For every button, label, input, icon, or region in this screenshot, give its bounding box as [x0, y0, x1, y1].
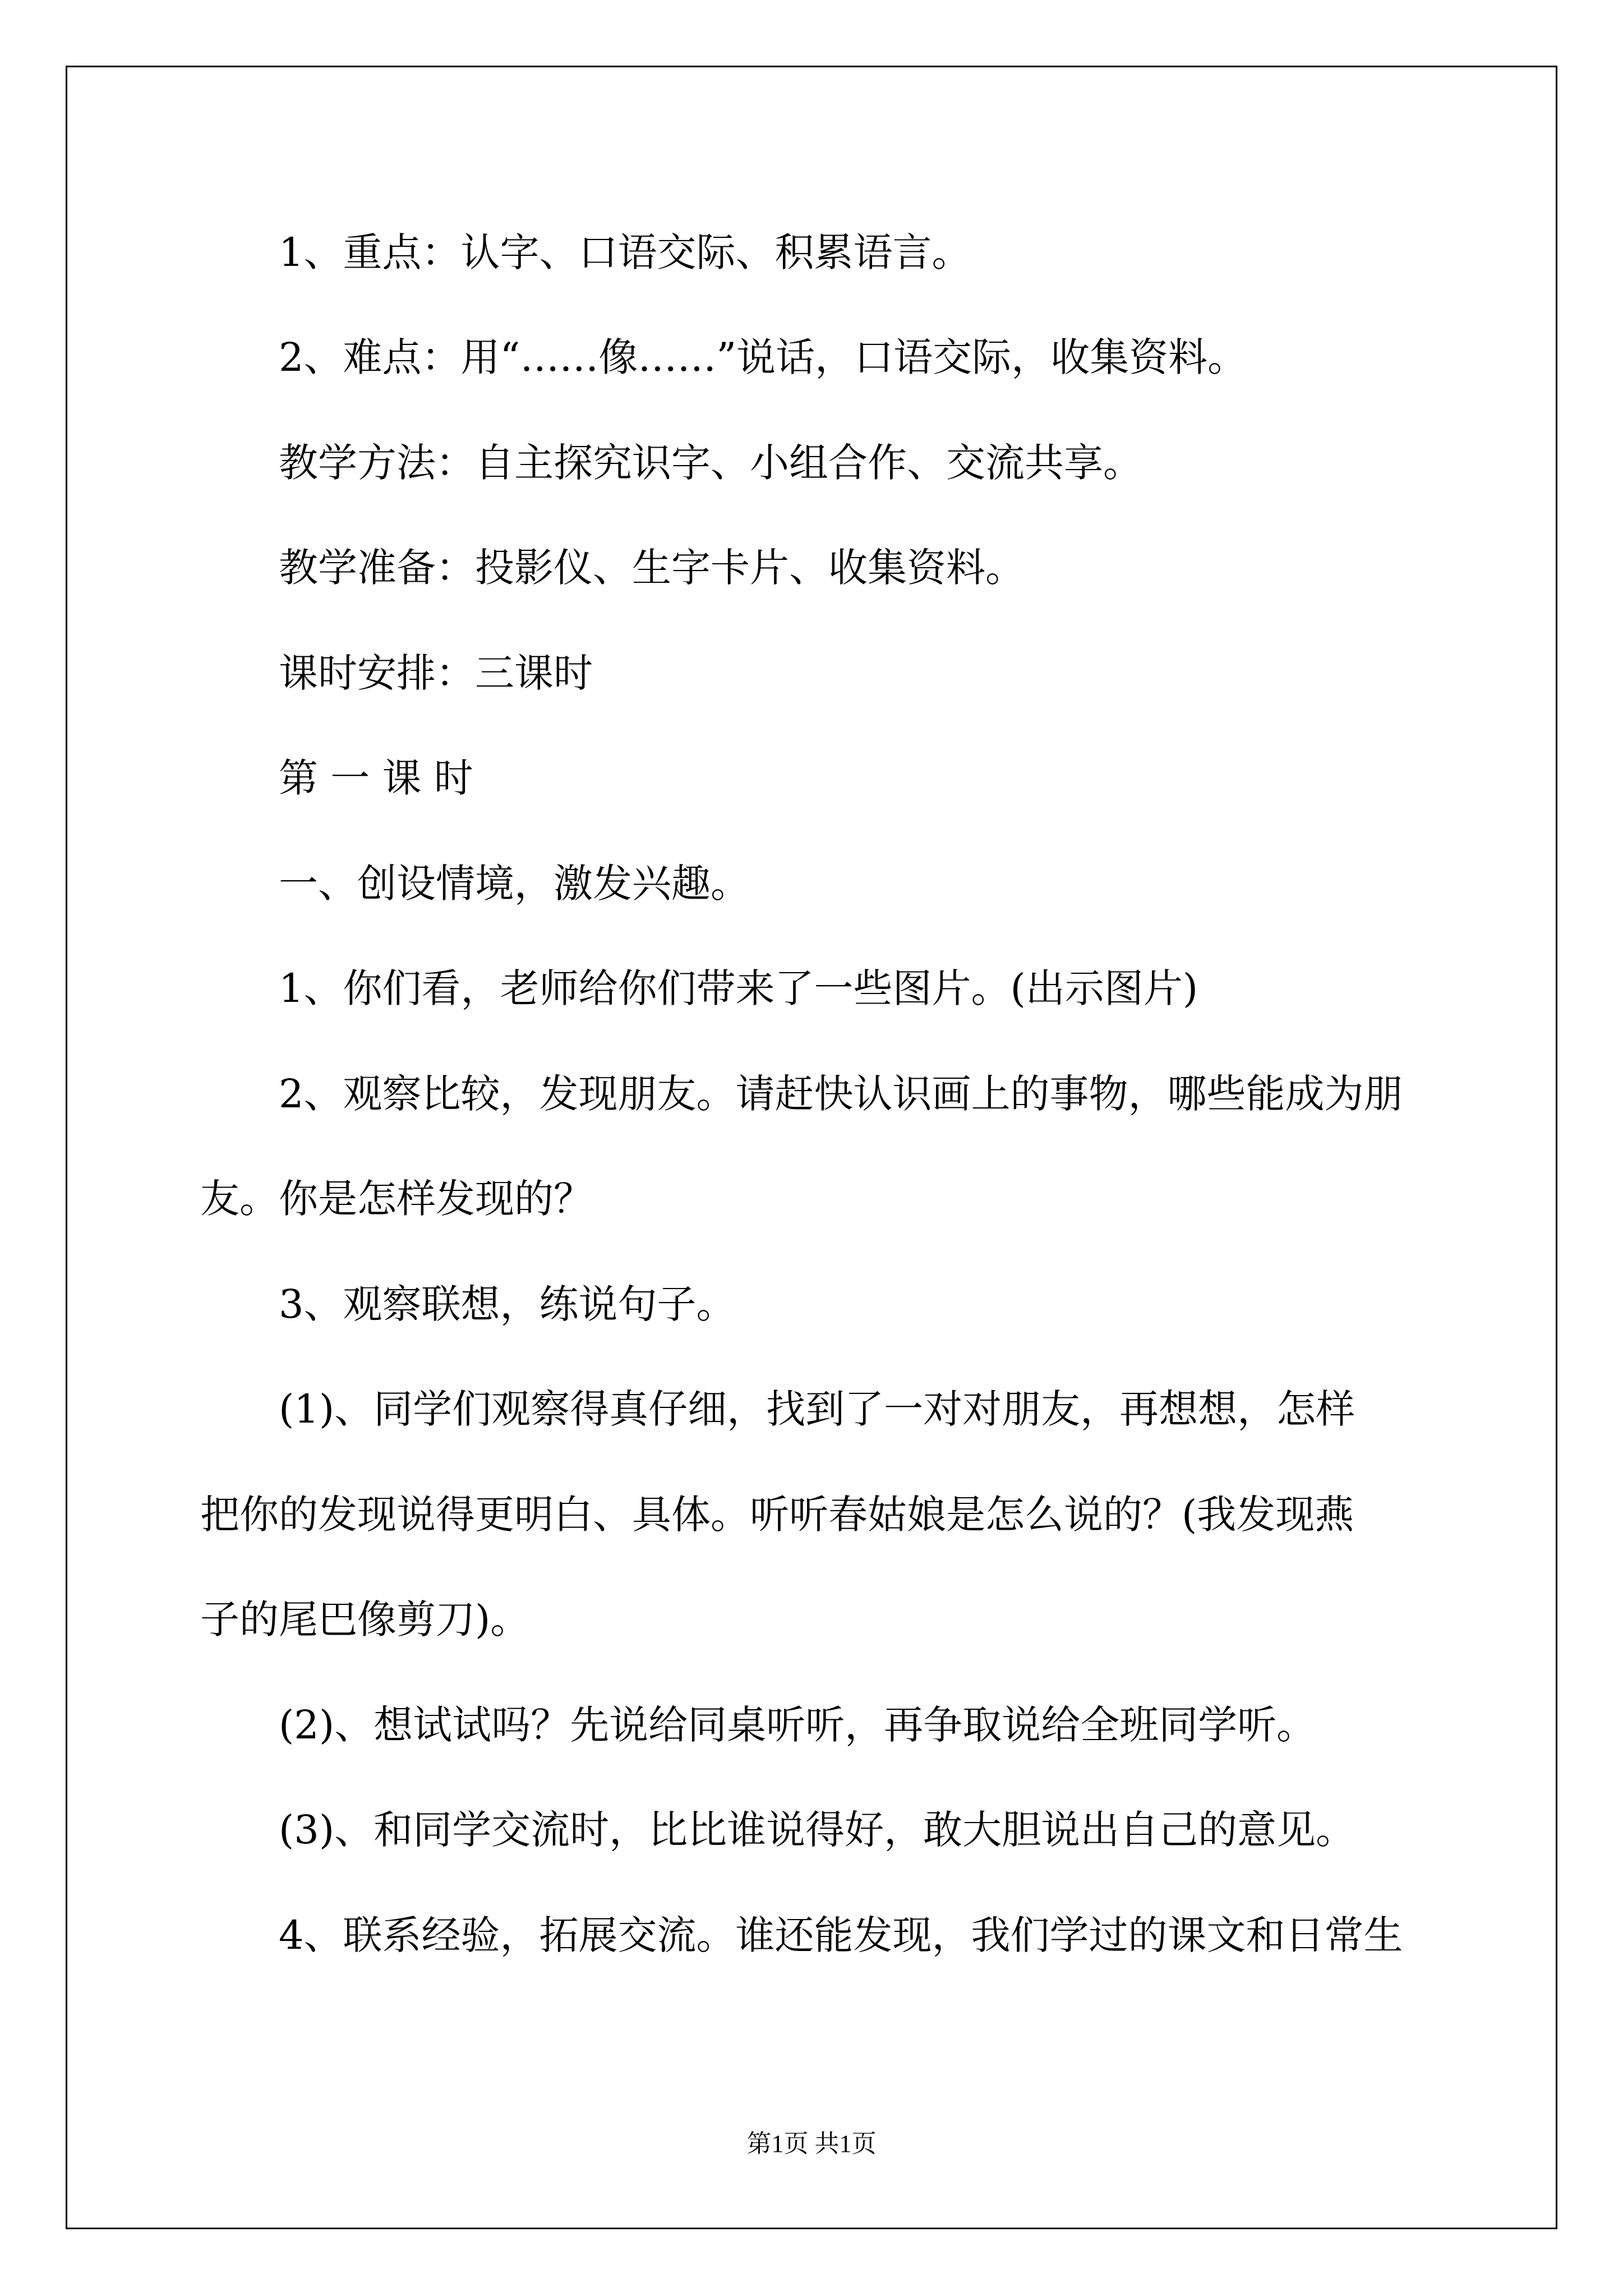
text-line: 1、重点：认字、口语交际、积累语言。	[279, 229, 971, 275]
text-line: 一、创设情境，激发兴趣。	[279, 861, 750, 907]
text-line: 2、难点：用“……像……”说话，口语交际，收集资料。	[279, 334, 1247, 380]
text-line: 把你的发现说得更明白、具体。听听春姑娘是怎么说的？(我发现燕	[200, 1492, 1354, 1538]
text-line: 第 一 课 时	[279, 755, 473, 801]
text-line: 子的尾巴像剪刀)。	[200, 1596, 530, 1642]
text-line: (1)、同学们观察得真仔细，找到了一对对朋友，再想想，怎样	[279, 1386, 1355, 1432]
text-line: (3)、和同学交流时，比比谁说得好，敢大胆说出自己的意见。	[279, 1807, 1355, 1853]
page-border	[66, 66, 1557, 2229]
text-line: 友。你是怎样发现的？	[200, 1176, 593, 1222]
text-line: 课时安排：三课时	[279, 650, 593, 696]
text-line: (2)、想试试吗？先说给同桌听听，再争取说给全班同学听。	[279, 1702, 1316, 1748]
text-line: 3、观察联想，练说句子。	[279, 1281, 736, 1327]
text-line: 4、联系经验，拓展交流。谁还能发现，我们学过的课文和日常生	[279, 1912, 1403, 1958]
text-line: 教学准备：投影仪、生字卡片、收集资料。	[279, 545, 1025, 591]
text-line: 教学方法：自主探究识字、小组合作、交流共享。	[279, 440, 1142, 486]
text-line: 2、观察比较，发现朋友。请赶快认识画上的事物，哪些能成为朋	[279, 1071, 1403, 1117]
page-footer: 第1页 共1页	[746, 2130, 877, 2157]
text-line: 1、你们看，老师给你们带来了一些图片。(出示图片)	[279, 965, 1198, 1011]
